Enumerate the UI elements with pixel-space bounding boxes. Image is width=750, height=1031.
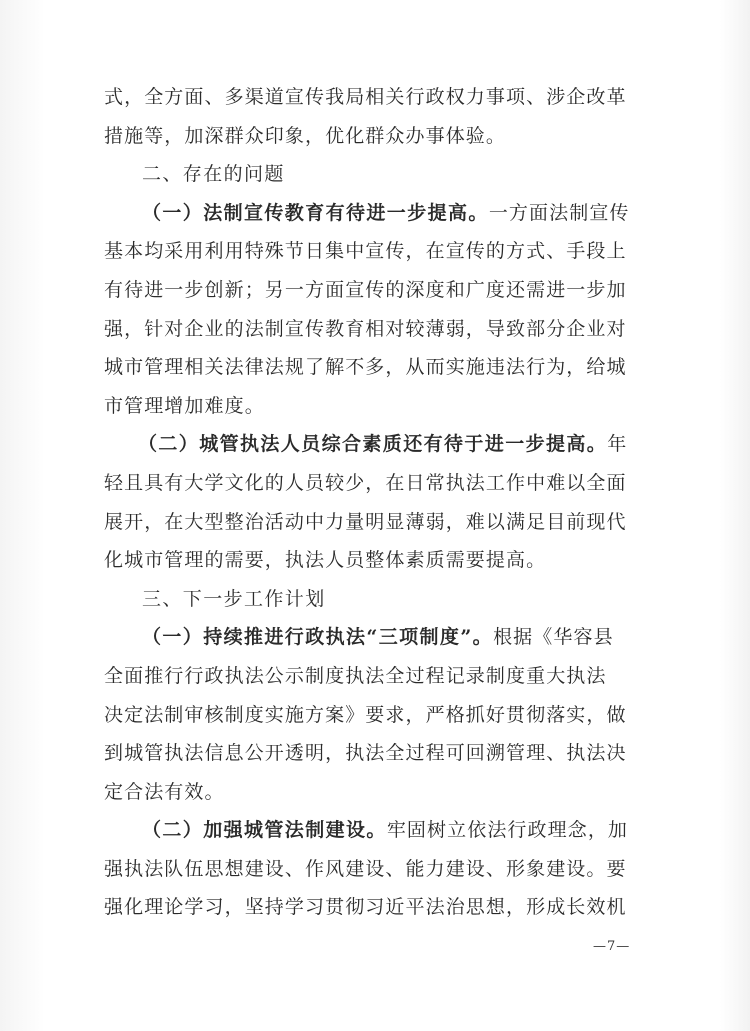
paragraph-text: 牢固树立依法行政理念，加	[386, 819, 629, 842]
paragraph-text: 年	[607, 433, 628, 456]
paragraph-line: 强执法队伍思想建设、作风建设、能力建设、形象建设。要	[104, 857, 627, 880]
paragraph-line: 市管理增加难度。	[104, 394, 265, 417]
subheading-legal-construction: （二）加强城管法制建设。	[142, 819, 387, 842]
paragraph-line: 全面推行行政执法公示制度执法全过程记录制度重大执法	[104, 664, 607, 687]
paragraph-line: 轻且具有大学文化的人员较少，在日常执法工作中难以全面	[104, 471, 627, 494]
paragraph-text: 根据《华容县	[493, 626, 614, 649]
paragraph-line: 基本均采用利用特殊节日集中宣传，在宣传的方式、手段上	[104, 240, 627, 263]
section-heading-next-steps: 三、下一步工作计划	[142, 587, 326, 610]
paragraph-line: 化城市管理的需要，执法人员整体素质需要提高。	[104, 549, 547, 572]
paragraph-line	[104, 618, 634, 657]
paragraph-line	[104, 811, 634, 850]
paragraph-line: 式，全方面、多渠道宣传我局相关行政权力事项、涉企改革	[104, 86, 627, 108]
paragraph-line: 强，针对企业的法制宣传教育相对较薄弱，导致部分企业对	[104, 317, 627, 340]
paragraph-line: 城市管理相关法律法规了解不多，从而实施违法行为，给城	[104, 356, 627, 379]
section-heading-problems: 二、存在的问题	[142, 163, 285, 186]
paragraph-line: 定合法有效。	[104, 780, 225, 803]
paragraph-line: 强化理论学习，坚持学习贯彻习近平法治思想，形成长效机	[104, 896, 627, 919]
body-text	[104, 78, 634, 927]
paragraph-line: 决定法制审核制度实施方案》要求，严格抓好贯彻落实，做	[104, 703, 627, 726]
paragraph-line: 措施等，加深群众印象，优化群众办事体验。	[104, 124, 507, 147]
page-number: —7—	[593, 939, 631, 954]
paragraph-line: 到城管执法信息公开透明，执法全过程可回溯管理、执法决	[104, 742, 627, 765]
paragraph-line: 展开，在大型整治活动中力量明显薄弱，难以满足目前现代	[104, 510, 627, 533]
subheading-three-systems: （一）持续推进行政执法“三项制度”。	[142, 626, 494, 649]
paragraph-line	[104, 425, 634, 464]
subheading-legal-publicity: （一）法制宣传教育有待进一步提高。	[142, 201, 489, 224]
paragraph-line	[104, 194, 634, 233]
subheading-staff-quality: （二）城管执法人员综合素质还有待于进一步提高。	[138, 433, 608, 456]
paragraph-text: 一方面法制宣传	[488, 201, 630, 224]
paragraph-line: 有待进一步创新；另一方面宣传的深度和广度还需进一步加	[104, 278, 627, 301]
